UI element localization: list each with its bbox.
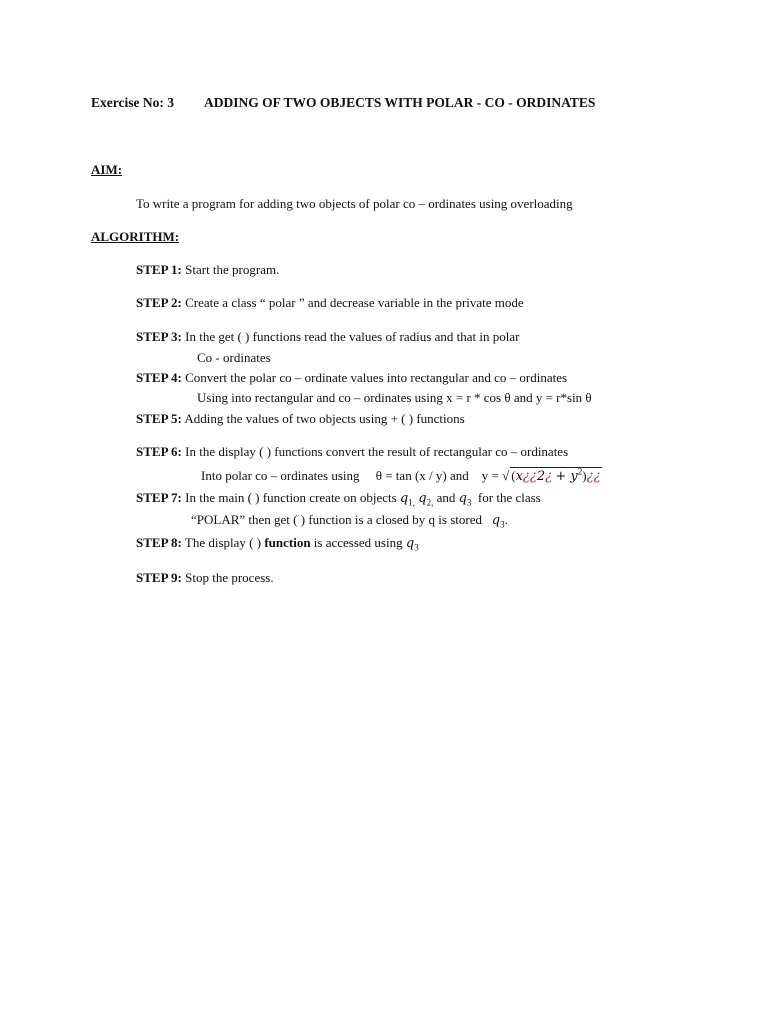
step-label: STEP 7: [136,490,182,505]
formula-two: 2 [536,469,546,484]
step-label: STEP 2: [136,295,182,310]
step-text: In the get ( ) functions read the values of radius and that in polar [185,329,520,344]
step-label: STEP 6: [136,444,182,459]
step-8 [136,535,419,552]
step-text: In the main ( ) function create on objects [185,490,397,505]
step-6-continuation [201,467,602,485]
aim-text: To write a program for adding two objects of polar co – ordinates using overloading [136,196,573,211]
step-text: Start the program. [185,262,280,277]
step-text: is accessed using [313,535,403,550]
theta-formula: θ = tan (x / y) and [375,468,469,483]
exercise-title: ADDING OF TWO OBJECTS WITH POLAR - CO - ORDINATES [204,95,596,110]
step-4 [136,370,567,386]
formula-glyph-3: ¿¿ [586,469,601,484]
formula-close: ) [582,468,587,483]
display-q3: q [405,536,415,551]
step-7-tail: for the class [477,490,541,505]
y-equals: y = [481,468,499,483]
step-3-continuation: Co - ordinates [197,350,271,365]
step-text: Adding the values of two objects using + ( ) functions [184,411,465,426]
formula-square: 2 [577,466,583,477]
step-text-bold: function [264,535,311,550]
object-q2: q [418,491,427,506]
step-text: Stop the process. [185,570,274,585]
formula-glyph-2: ¿ [545,469,553,484]
step-2 [136,295,524,311]
stored-q3: q [491,513,501,528]
formula-glyph-1: ¿¿ [522,469,537,484]
object-q3: q [458,491,467,506]
object-q2-sub: 2, [426,497,434,508]
step-5 [136,411,465,427]
exercise-number: Exercise No: 3 [91,95,174,110]
aim-heading: AIM: [91,162,123,177]
stored-dot: . [504,512,508,527]
step-9 [136,570,274,586]
step-text: In the display ( ) functions convert the result of rectangular co – ordinates [185,444,569,459]
step-text: “POLAR” then get ( ) function is a closed by q is stored [191,512,482,527]
algorithm-heading: ALGORITHM: [91,229,180,244]
display-q3-sub: 3 [414,542,419,553]
step-label: STEP 4: [136,370,182,385]
stored-q3-sub: 3 [500,519,505,530]
sqrt-symbol: √ [502,468,510,483]
step-text: The display ( ) [184,535,262,550]
formula-x: x [515,469,523,484]
step-7-continuation [191,512,508,529]
step-label: STEP 9: [136,570,182,585]
step-7 [136,490,541,507]
formula-plus-y: + y [555,469,578,484]
step-label: STEP 3: [136,329,182,344]
step-label: STEP 8: [136,535,182,550]
object-and: and [436,490,456,505]
step-6 [136,444,568,460]
object-q1-sub: 1, [408,497,415,508]
step-text: Convert the polar co – ordinate values into rectangular and co – ordinates [185,370,568,385]
step-text: Create a class “ polar ” and decrease variable in the private mode [185,295,524,310]
step-label: STEP 1: [136,262,182,277]
step-1 [136,262,279,278]
step-label: STEP 5: [136,411,182,426]
object-q3-sub: 3 [466,497,472,508]
step-text: Into polar co – ordinates using [201,468,360,483]
object-q1: q [399,491,409,506]
sqrt-expression: (x¿¿2¿ + $y^2)¿¿$ [511,466,601,484]
step-3 [136,329,519,345]
step-4-continuation: Using into rectangular and co – ordinates using x = r * cos θ and y = r*sin θ [197,390,592,405]
